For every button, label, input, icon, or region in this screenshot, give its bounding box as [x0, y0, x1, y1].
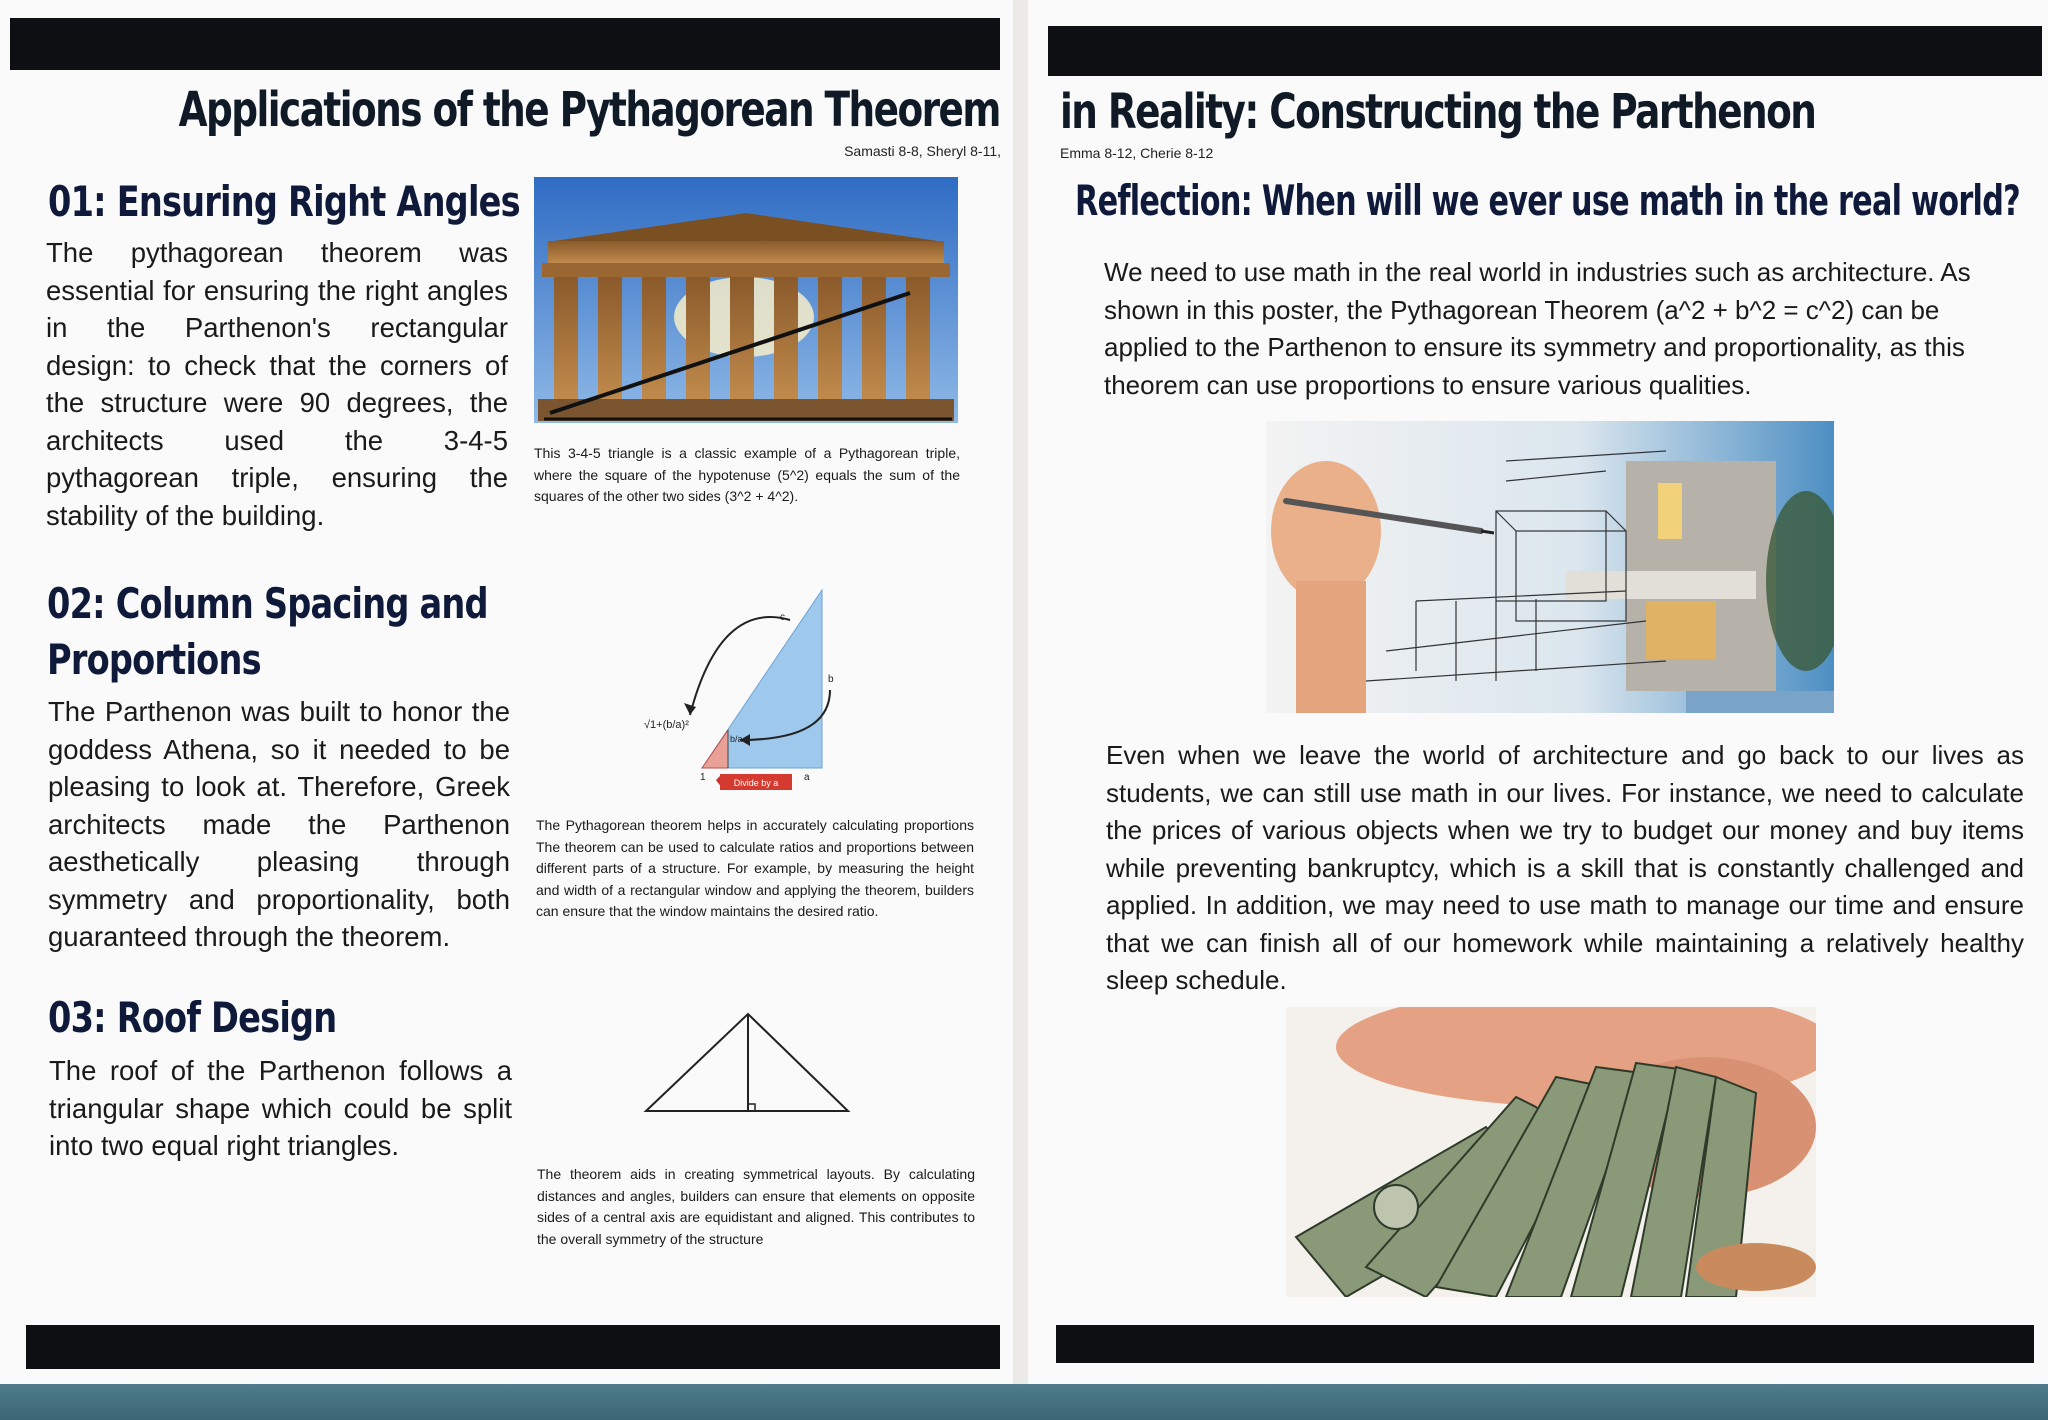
section-03-body: The roof of the Parthenon follows a triangular shape which could be split into two equal right triangles.: [49, 1055, 512, 1161]
authors-left: Samasti 8-8, Sheryl 8-11,: [844, 143, 1001, 159]
top-bar: [1048, 26, 2042, 76]
section-01-body: The pythagorean theorem was essential for ensuring the right angles in the Parthenon's rectangular design: to check that the corners of the structure were 90 degrees, the architects used the 3-4-5 pythagorean triple, ensuring the stability of the building.: [46, 237, 508, 531]
section-02-heading-line2: Proportions: [47, 635, 261, 684]
label-ba: b/a: [730, 734, 743, 744]
section-02-heading-line1: 02: Column Spacing and: [47, 579, 488, 628]
label-one: 1: [700, 772, 706, 783]
architect-sketch-photo: [1266, 421, 1834, 713]
roof-triangle-diagram: [640, 1010, 854, 1116]
parthenon-photo: [534, 177, 958, 423]
poster-title-right: in Reality: Constructing the Parthenon: [1060, 84, 1816, 140]
top-bar: [10, 18, 1000, 70]
left-page: [0, 0, 1013, 1388]
label-c: c: [780, 612, 785, 623]
background-strip: [0, 1384, 2048, 1420]
right-page: [1028, 0, 2048, 1388]
reflection-paragraph-2: Even when we leave the world of architecture and go back to our lives as students, we can still use math in our lives. For instance, we need to calculate the prices of various objects when we try to budget our money and buy items while preventing bankruptcy, which is a skill that is constantly challenged and applied. In addition, we may need to use math to manage our time and ensure that we can finish all of our homework while maintaining a relatively healthy sleep schedule.: [1106, 740, 2024, 995]
authors-right: Emma 8-12, Cherie 8-12: [1060, 145, 1214, 161]
reflection-heading: Reflection: When will we ever use math in the real world?: [1075, 176, 2020, 225]
poster-title-left: Applications of the Pythagorean Theorem: [178, 82, 1000, 138]
label-divide: Divide by a: [733, 778, 779, 788]
label-b: b: [828, 674, 834, 685]
pythagorean-diagram: [640, 580, 840, 802]
money-fan-photo: [1286, 1007, 1816, 1297]
caption-proportions: The Pythagorean theorem helps in accurately calculating proportions The theorem can be used to calculate ratios and proportions between different parts of a structure. For example, by measuring the height and width of a rectangular window and applying the theorem, builders can ensure that the window maintains the desired ratio.: [536, 817, 974, 919]
bottom-bar: [26, 1325, 1000, 1369]
section-03-heading: 03: Roof Design: [48, 993, 337, 1042]
caption-symmetry: The theorem aids in creating symmetrical layouts. By calculating distances and angles, builders can ensure that elements on opposite sides of a central axis are equidistant and aligned. This contributes to the overall symmetry of the structure: [537, 1166, 975, 1247]
label-a: a: [804, 772, 810, 783]
reflection-paragraph-1: We need to use math in the real world in industries such as architecture. As shown in this poster, the Pythagorean Theorem (a^2 + b^2 = c^2) can be applied to the Parthenon to ensure its symmetry and proportionality, as this theorem can use proportions to ensure various qualities.: [1104, 257, 1971, 400]
section-01-heading: 01: Ensuring Right Angles: [48, 177, 520, 226]
bottom-bar: [1056, 1325, 2034, 1363]
label-sqrt: √1+(b/a)²: [644, 719, 689, 731]
caption-triple: This 3-4-5 triangle is a classic example of a Pythagorean triple, where the square of the hypotenuse (5^2) equals the sum of the squares of the other two sides (3^2 + 4^2).: [534, 445, 960, 504]
section-02-body: The Parthenon was built to honor the goddess Athena, so it needed to be pleasing to look at. Therefore, Greek architects made the Parthenon aesthetically pleasing through symmetry and proportionality, both guaranteed through the theorem.: [48, 696, 510, 952]
